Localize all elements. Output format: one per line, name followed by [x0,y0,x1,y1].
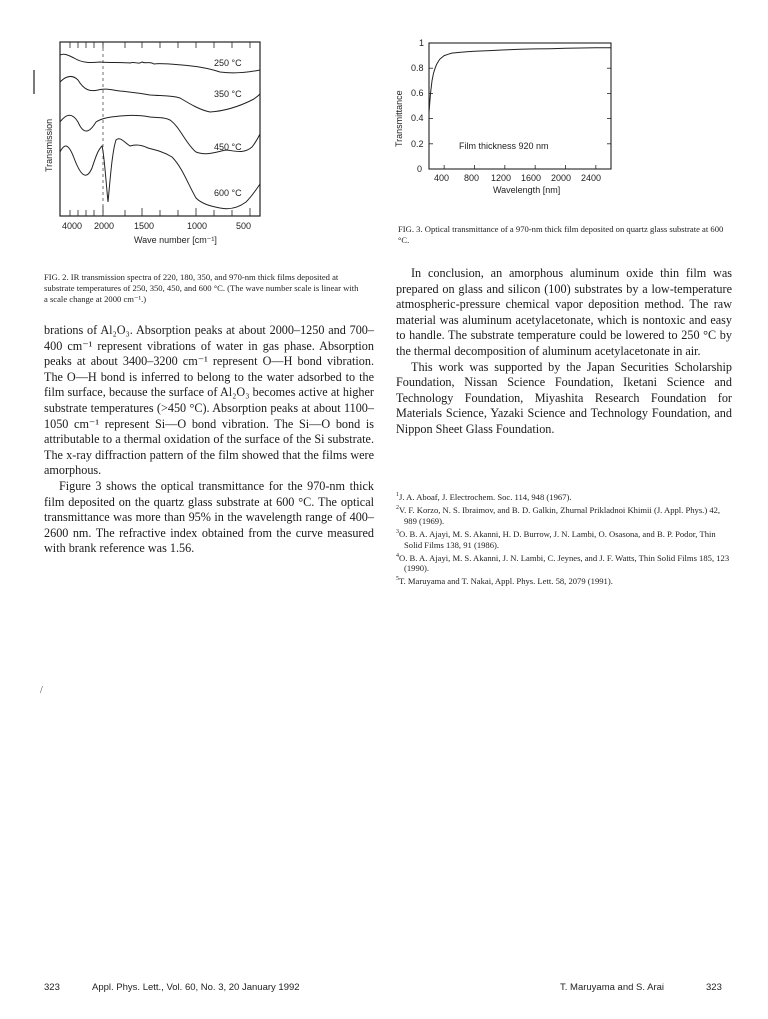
label-350c: 350 °C [214,89,242,99]
x-tick-1500: 1500 [134,221,155,231]
figure-3-transmittance [393,35,623,200]
y-tick-08: 0.8 [411,63,424,73]
figure-2-caption: FIG. 2. IR transmission spectra of 220, 180, 350, and 970-nm thick films deposited at substrate temperatures of 250, 350, 450, and 600 °C. (The wave number scale is linear with a scale change at 2000 cm⁻¹.) [44,272,359,304]
x-tick-2400: 2400 [581,173,602,183]
reference-5: $^5$T. Maruyama and T. Nakai, Appl. Phys. Lett. 58, 2079 (1991). [396,576,613,587]
right-paragraph-2: This work was supported by the Japan Securities Scholarship Foundation, Nissan Science Foundation, Iketani Science and Technology Foundation, Miyashita Research Foundation for Materials Science, Yazaki Science and Technology Foundation, and Nippon Sheet Glass Foundation. [396,359,732,436]
figure-3-caption: FIG. 3. Optical transmittance of a 970-nm thick film deposited on quartz glass substrate at 600 °C. [398,224,724,245]
footer-journal: Appl. Phys. Lett., Vol. 60, No. 3, 20 January 1992 [92,982,300,993]
transmittance-curve [429,48,611,113]
x-tick-1600: 1600 [521,173,542,183]
y-tick-04: 0.4 [411,113,424,123]
label-250c: 250 °C [214,58,242,68]
left-paragraph-2: Figure 3 shows the optical transmittance for the 970-nm thick film deposited on the quartz glass substrate at 600 °C. The optical transmittance was more than 95% in the wavelength range of 400–2600 nm. The refractive index obtained from the curve measured with brank reference was 1.56. [44,478,374,556]
right-column [396,266,732,438]
x-tick-400: 400 [434,173,450,183]
footer-page-left: 323 [44,982,60,993]
stray-mark: / [40,685,43,696]
label-450c: 450 °C [214,142,242,152]
references [396,490,732,587]
x-axis-label: Wave number [cm⁻¹] [134,235,217,245]
footer-authors: T. Maruyama and S. Arai [560,982,665,993]
y-tick-1: 1 [419,38,425,48]
reference-2: $^2$V. F. Korzo, N. S. Ibraimov, and B. D. Galkin, Zhurnal Prikladnoi Khimii (J. Appl. Phys.) 42, 989 (1969). [396,504,721,526]
left-paragraph-1: brations of Al₂O₃. Absorption peaks at about 2000–1250 and 700–400 cm⁻¹ represent vibrations of water in gas phase. Absorption peaks at about 3400–3200 cm⁻¹ represent O—H bond vibration. The O—H bond is inferred to belong to the water adsorbed to the film surface, because the surface of Al₂O₃ becomes active at higher substrate temperatures (>450 °C). Absorption peaks at about 1100–1050 cm⁻¹ represent Si—O bond vibration. The Si—O bond is attributable to a thermal oxidation of the surface of the Si substrate. The x-ray diffraction pattern of the film showed that the films were amorphous. [44,323,374,478]
x-tick-4000: 4000 [62,221,83,231]
reference-4: $^4$O. B. A. Ajayi, M. S. Akanni, J. N. Lambi, C. Jeynes, and J. F. Watts, Thin Solid Films 185, 123 (1990). [396,552,730,574]
x-tick-1200: 1200 [491,173,512,183]
right-paragraph-1: In conclusion, an amorphous aluminum oxide thin film was prepared on glass and silicon (100) substrates by a low-temperature atmospheric-pressure chemical vapor deposition method. The raw material was aluminum acetylacetonate, which is nontoxic and easy to handle. The substrate temperature could be lowered to 250 °C by the thermal decomposition of aluminum acetylacetonate in air. [396,266,732,358]
x-tick-1000: 1000 [187,221,208,231]
x-axis-label: Wavelength [nm] [493,185,561,195]
reference-3: $^3$O. B. A. Ajayi, M. S. Akanni, H. D. Burrow, J. N. Lambi, O. Osasona, and B. P. Podor, Thin Solid Films 138, 91 (1986). [396,528,716,550]
x-tick-2000: 2000 [551,173,572,183]
y-tick-0: 0 [417,164,423,174]
y-axis-label: Transmission [44,118,54,172]
label-600c: 600 °C [214,188,242,198]
x-tick-800: 800 [464,173,480,183]
reference-1: $^1$J. A. Aboaf, J. Electrochem. Soc. 114, 948 (1967). [396,491,572,502]
left-column [44,323,374,557]
y-tick-02: 0.2 [411,139,424,149]
x-tick-500: 500 [236,221,252,231]
footer-page-right: 323 [706,982,722,993]
x-tick-2000: 2000 [94,221,115,231]
figure-2-ir-spectra [30,32,280,252]
y-tick-06: 0.6 [411,88,424,98]
y-axis-label: Transmittance [394,90,404,147]
film-thickness-annotation: Film thickness 920 nm [459,141,549,151]
